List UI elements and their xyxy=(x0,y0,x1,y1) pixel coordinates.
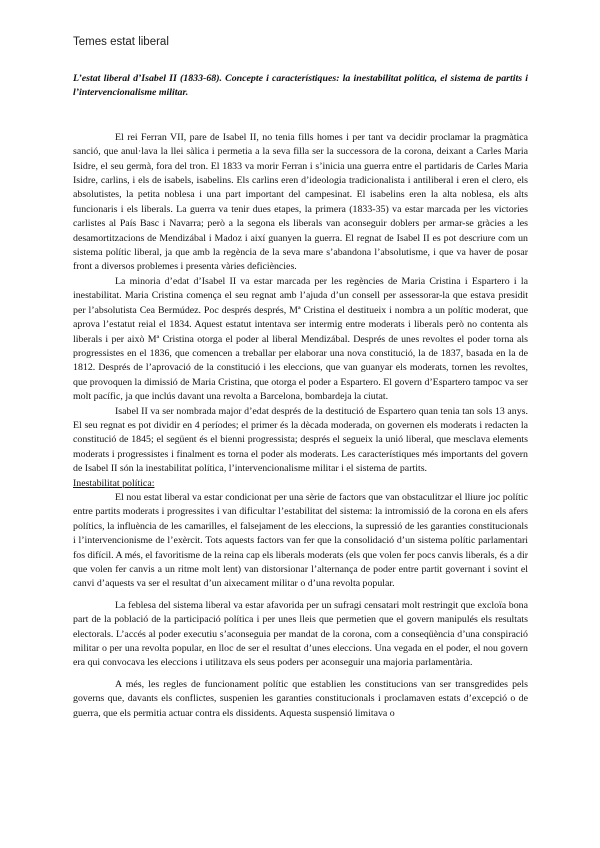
page-header: Temes estat liberal xyxy=(73,36,169,48)
paragraph-3: Isabel II va ser nombrada major d’edat després de la destitució de Espartero quan tenia tan sols 13 anys. El seu regnat es pot dividir en 4 períodes; el primer és la dècada moderada, on governen els moderats i redacten la constitució de 1845; el següent és el bienni progressista; després el segueix la unió liberal, que mesclava elements moderats i progressistes i finalment es torna el poder als moderats. Les característiques més importants del govern de Isabel II són la inestabilitat política, l’intervencionalisme militar i el sistema de partits. xyxy=(73,405,528,475)
subheading-inestabilitat: Inestabilitat política: xyxy=(73,477,155,489)
paragraph-6: A més, les regles de funcionament polític que establien les constitucions van ser transgredides pels governs que, davants els conflictes, suspenien les garanties constitucionals i proclamaven estats d’excepció o de guerra, que els permitia actuar contra els dissidents. Aquesta suspensió limitava o xyxy=(73,678,528,719)
paragraph-2: La minoria d’edat d’Isabel II va estar marcada per les regències de Maria Cristina i Espartero i la inestabilitat. Maria Cristina comença el seu regnat amb l’ajuda d’un consell per assessorar-la que estava presidit per l’absolutista Cea Bermúdez. Poc després després, Mª Cristina el destitueix i nombra a un polític moderat, que aprova l’estatut reial el 1834. Aquest estatut intentava ser intermig entre moderats i liberals però no contenta als liberals i per això Mª Cristina otorga el poder al liberal Mendizábal. Després de unes revoltes el poder torna als progressistes en el 1836, que comencen a treballar per elaborar una nova constitució, la de 1837, basada en la de 1812. Després de l’aprovació de la constitució i les eleccions, que van guanyar els moderats, tornen les revoltes, que provoquen la dimissió de Maria Cristina, que otorga el poder a Espartero. El govern d’Espartero tampoc va ser molt pacífic, ja que inclús davant una revolta a Barcelona, bombardeja la ciutat. xyxy=(73,275,528,403)
paragraph-5: La feblesa del sistema liberal va estar afavorida per un sufragi censatari molt restringit que excloïa bona part de la població de la participació política i per unes lleis que permetien que el govern manipulés els resultats electorals. L’accés al poder executiu s’aconseguia per mandat de la corona, com a conseqüència d’una conspiració militar o per una revolta popular, en lloc de ser el resultat d’unes eleccions. Una vegada en el poder, el nou govern era qui convocava les eleccions i utilitzava els seus poders per aconseguir una majoria parlamentària. xyxy=(73,599,528,669)
document-body xyxy=(73,72,528,721)
paragraph-4: El nou estat liberal va estar condicionat per una sèrie de factors que van obstaculitzar el lliure joc polític entre partits moderats i progressites i van dificultar l’estabilitat del sistema: la intromissió de la corona en els afers polítics, la influència de les camarilles, el falsejament de les eleccions, la supressió de les garanties constitucionals i l’intervencionisme de l’exèrcit. Tots aquests factors van fer que la consolidació d’un sistema polític parlamentari fos difícil. A més, el favoritisme de la reina cap els liberals moderats (els que volen fer pocs canvis liberals, és a dir que volen fer canvis a un ritme molt lent) van distorsionar l’alternança de poder entre partit governant i sovint el canvi d’aquests va ser el resultat d’un aixecament militar o d’una revolta popular. xyxy=(73,491,528,590)
document-title: L’estat liberal d’Isabel II (1833-68). Concepte i característiques: la inestabilitat política, el sistema de partits i l’intervencionalisme militar. xyxy=(73,73,528,99)
paragraph-1: El rei Ferran VII, pare de Isabel II, no tenia fills homes i per tant va decidir proclamar la pragmàtica sanció, que anul·lava la llei sàlica i permetia a la seva filla ser la successora de la corona, deixant a Carles Maria Isidre, el seu germà, fora del tron. El 1833 va morir Ferran i s’inicia una guerra entre el partidaris de Carles Maria Isidre, carlins, i els de isabels, isabelins. Els carlins eren d’ideologia tradicionalista i antiliberal i eren el clero, els absolutistes, la petita noblesa i una part important del campesinat. El isabelins eren la alta noblesa, els alts funcionaris i els liberals. La guerra va tenir dues etapes, la primera (1833-35) va estar marcada per les victories carlistes al País Basc i Navarra; però a la segona els liberals van aconseguir doblers per armar-se gràcies a les desamortitzacions de Mendizábal i Madoz i així guanyen la guerra. El regnat de Isabel II es pot descriure com un sistema polític liberal, ja que amb la regència de la seva mare s’abandona l’absolutisme, i que va haver de posar front a diversos problemes i presenta vàries deficiències. xyxy=(73,131,528,273)
